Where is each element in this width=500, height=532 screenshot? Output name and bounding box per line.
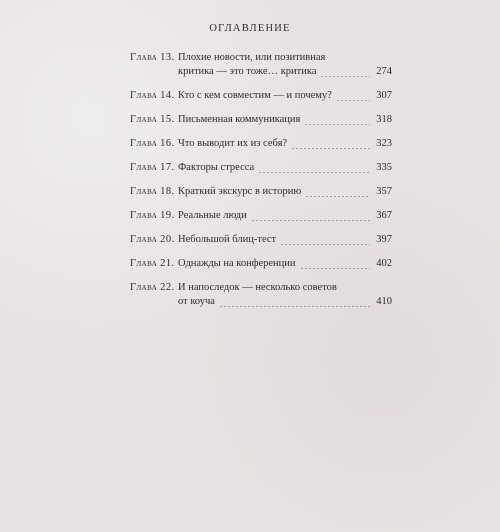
chapter-label: Глава 17. (130, 162, 175, 173)
table-of-contents (130, 52, 392, 308)
chapter-label: Глава 16. (130, 138, 175, 149)
entry-body (178, 258, 392, 270)
toc-entry-15 (130, 114, 392, 126)
page-number: 307 (376, 90, 392, 101)
page-number: 357 (376, 186, 392, 197)
entry-body (178, 282, 392, 308)
dot-leader (291, 140, 370, 150)
dot-leader (251, 212, 370, 222)
chapter-label: Глава 15. (130, 114, 175, 125)
dot-leader (320, 68, 370, 78)
entry-body (178, 52, 392, 78)
chapter-label: Глава 14. (130, 90, 175, 101)
chapter-label: Глава 18. (130, 186, 175, 197)
title-line (178, 234, 392, 246)
entry-body (178, 90, 392, 102)
toc-entry-14 (130, 90, 392, 102)
entry-title-line: Реальные люди (178, 210, 247, 221)
toc-entry-17 (130, 162, 392, 174)
title-line (178, 66, 392, 78)
title-line (178, 90, 392, 102)
toc-entry-22 (130, 282, 392, 308)
chapter-label: Глава 21. (130, 258, 175, 269)
chapter-label: Глава 13. (130, 52, 175, 63)
toc-entry-16 (130, 138, 392, 150)
title-line (178, 138, 392, 150)
entry-title-line: критика — это тоже… критика (178, 66, 317, 77)
dot-leader (336, 92, 370, 102)
page-number: 397 (376, 234, 392, 245)
toc-entry-21 (130, 258, 392, 270)
page-number: 323 (376, 138, 392, 149)
entry-title-line: Кто с кем совместим — и почему? (178, 90, 332, 101)
entry-body (178, 210, 392, 222)
entry-title-line: Краткий экскурс в историю (178, 186, 302, 197)
toc-entry-18 (130, 186, 392, 198)
title-line (178, 162, 392, 174)
toc-entry-13 (130, 52, 392, 78)
entry-body (178, 234, 392, 246)
entry-title-line: Небольшой блиц-тест (178, 234, 277, 245)
dot-leader (300, 260, 370, 270)
chapter-label: Глава 19. (130, 210, 175, 221)
entry-title-line: Однажды на конференции (178, 258, 296, 269)
chapter-label: Глава 22. (130, 282, 175, 293)
dot-leader (258, 164, 370, 174)
dot-leader (305, 188, 370, 198)
entry-body (178, 162, 392, 174)
dot-leader (219, 298, 370, 308)
page-number: 367 (376, 210, 392, 221)
title-line (178, 186, 392, 198)
dot-leader (304, 116, 370, 126)
page-number: 318 (376, 114, 392, 125)
title-line (178, 52, 392, 64)
entry-body (178, 186, 392, 198)
chapter-label: Глава 20. (130, 234, 175, 245)
title-line (178, 114, 392, 126)
page-number: 402 (376, 258, 392, 269)
title-line (178, 282, 392, 294)
entry-title-line: Факторы стресса (178, 162, 255, 173)
entry-title-line: Письменная коммуникация (178, 114, 301, 125)
entry-title-line: Плохие новости, или позитивная (178, 52, 326, 63)
page-number: 410 (376, 296, 392, 307)
dot-leader (280, 236, 370, 246)
entry-title-line: И напоследок — несколько советов (178, 282, 337, 293)
entry-title-line: Что выводит их из себя? (178, 138, 288, 149)
page-title: ОГЛАВЛЕНИЕ (209, 23, 291, 34)
entry-title-line: от коуча (178, 296, 215, 307)
title-line (178, 210, 392, 222)
title-line (178, 296, 392, 308)
toc-entry-20 (130, 234, 392, 246)
title-line (178, 258, 392, 270)
page-number: 274 (376, 66, 392, 77)
page-number: 335 (376, 162, 392, 173)
entry-body (178, 138, 392, 150)
toc-entry-19 (130, 210, 392, 222)
entry-body (178, 114, 392, 126)
